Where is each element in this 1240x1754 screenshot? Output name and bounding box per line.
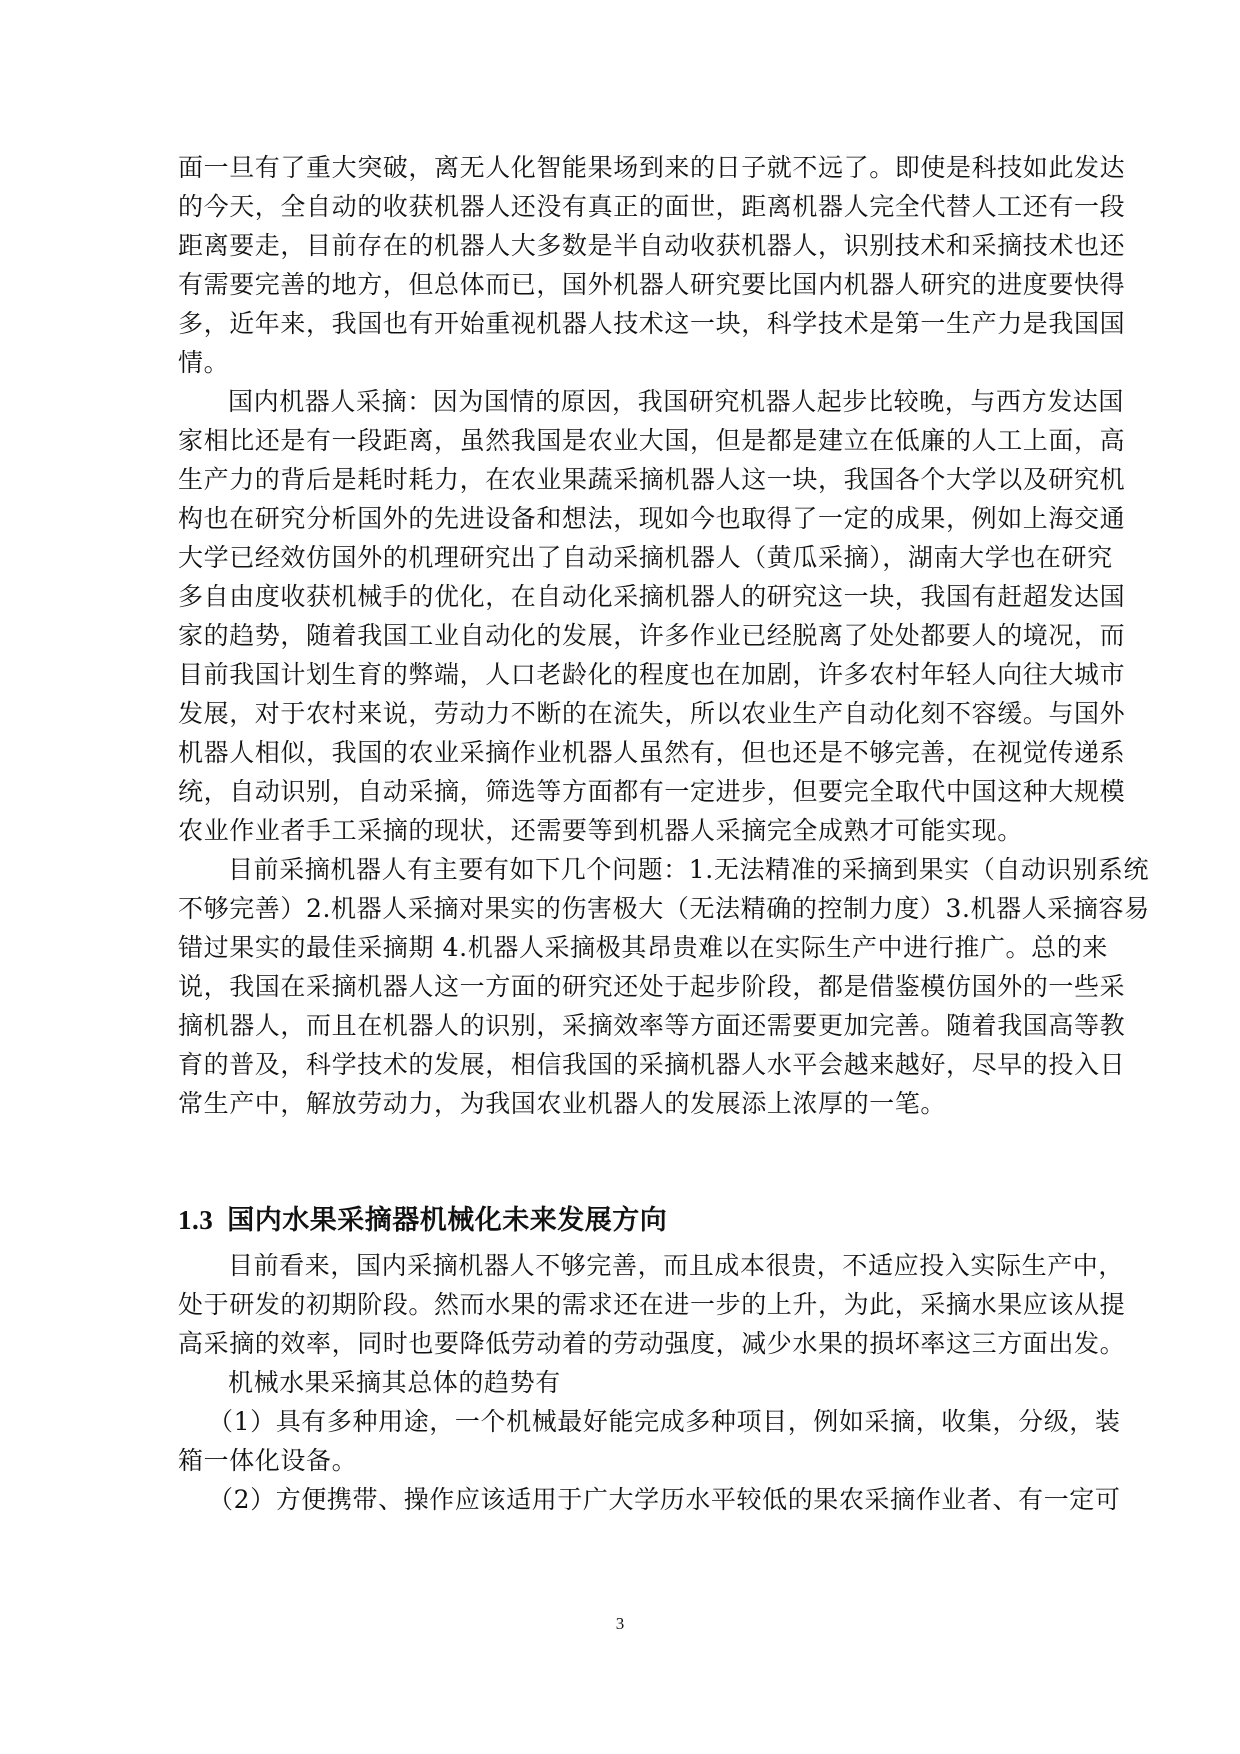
text-line: 目前我国计划生育的弊端，人口老龄化的程度也在加剧，许多农村年轻人向往大城市: [178, 660, 1126, 689]
text-line: 摘机器人，而且在机器人的识别，采摘效率等方面还需要更加完善。随着我国高等教: [178, 1011, 1126, 1040]
text-line: （1）具有多种用途，一个机械最好能完成多种项目，例如采摘，收集，分级，装: [208, 1407, 1121, 1436]
text-line: 家相比还是有一段距离，虽然我国是农业大国，但是都是建立在低廉的人工上面，高: [178, 426, 1126, 455]
page-number: 3: [615, 1614, 625, 1633]
paragraph-future-overview: [178, 1246, 1126, 1363]
page-body: [178, 148, 1150, 1519]
text-line: 多，近年来，我国也有开始重视机器人技术这一块，科学技术是第一生产力是我国国: [178, 309, 1126, 338]
text-line: 多自由度收获机械手的优化，在自动化采摘机器人的研究这一块，我国有赶超发达国: [178, 582, 1126, 611]
text-line: 情。: [178, 348, 230, 377]
text-line: 常生产中，解放劳动力，为我国农业机器人的发展添上浓厚的一笔。: [178, 1089, 947, 1118]
text-line: 育的普及，科学技术的发展，相信我国的采摘机器人水平会越来越好，尽早的投入日: [178, 1050, 1126, 1079]
text-line: 生产力的背后是耗时耗力，在农业果蔬采摘机器人这一块，我国各个大学以及研究机: [178, 465, 1126, 494]
text-line: （2）方便携带、操作应该适用于广大学历水平较低的果农采摘作业者、有一定可: [208, 1485, 1121, 1514]
text-line: 目前采摘机器人有主要有如下几个问题：1.无法精准的采摘到果实（自动识别系统: [228, 855, 1150, 884]
text-line: 目前看来，国内采摘机器人不够完善，而且成本很贵，不适应投入实际生产中，: [228, 1251, 1125, 1280]
text-line: 的今天，全自动的收获机器人还没有真正的面世，距离机器人完全代替人工还有一段: [178, 192, 1126, 221]
text-line: 机器人相似，我国的农业采摘作业机器人虽然有，但也还是不够完善，在视觉传递系: [178, 738, 1126, 767]
text-line: 处于研发的初期阶段。然而水果的需求还在进一步的上升，为此，采摘水果应该从提: [178, 1290, 1126, 1319]
text-line: 有需要完善的地方，但总体而已，国外机器人研究要比国内机器人研究的进度要快得: [178, 270, 1126, 299]
list-item-1: [178, 1402, 1121, 1480]
text-line: 不够完善）2.机器人采摘对果实的伤害极大（无法精确的控制力度）3.机器人采摘容易: [178, 894, 1150, 923]
text-line: 高采摘的效率，同时也要降低劳动着的劳动强度，减少水果的损坏率这三方面出发。: [178, 1329, 1126, 1358]
text-line: 国内机器人采摘：因为国情的原因，我国研究机器人起步比较晚，与西方发达国: [228, 387, 1125, 416]
text-line: 家的趋势，随着我国工业自动化的发展，许多作业已经脱离了处处都要人的境况，而: [178, 621, 1126, 650]
text-line: 距离要走，目前存在的机器人大多数是半自动收获机器人，识别技术和采摘技术也还: [178, 231, 1126, 260]
text-line: 面一旦有了重大突破，离无人化智能果场到来的日子就不远了。即使是科技如此发达: [178, 153, 1126, 182]
text-line: 说，我国在采摘机器人这一方面的研究还处于起步阶段，都是借鉴模仿国外的一些采: [178, 972, 1126, 1001]
paragraph-trend-intro: [178, 1363, 1108, 1402]
text-line: 构也在研究分析国外的先进设备和想法，现如今也取得了一定的成果，例如上海交通: [178, 504, 1126, 533]
text-line: 统，自动识别，自动采摘，筛选等方面都有一定进步，但要完全取代中国这种大规模: [178, 777, 1126, 806]
text-line: 发展，对于农村来说，劳动力不断的在流失，所以农业生产自动化刻不容缓。与国外: [178, 699, 1126, 728]
section-heading: [178, 1196, 1108, 1244]
section-number: 1.3: [178, 1205, 214, 1235]
text-line: 机械水果采摘其总体的趋势有: [228, 1368, 561, 1397]
list-item-2: [178, 1480, 1121, 1519]
paragraph-current-problems: [178, 850, 1150, 1123]
text-line: 大学已经效仿国外的机理研究出了自动采摘机器人（黄瓜采摘），湖南大学也在研究: [178, 543, 1113, 572]
text-line: 箱一体化设备。: [178, 1446, 358, 1475]
paragraph-domestic-robot-picking: [178, 382, 1126, 850]
text-line: 农业作业者手工采摘的现状，还需要等到机器人采摘完全成熟才可能实现。: [178, 816, 1023, 845]
paragraph-continuation: [178, 148, 1126, 382]
section-title: 国内水果采摘器机械化未来发展方向: [227, 1205, 668, 1236]
text-line: 错过果实的最佳采摘期 4.机器人采摘极其昂贵难以在实际生产中进行推广。总的来: [178, 933, 1108, 962]
